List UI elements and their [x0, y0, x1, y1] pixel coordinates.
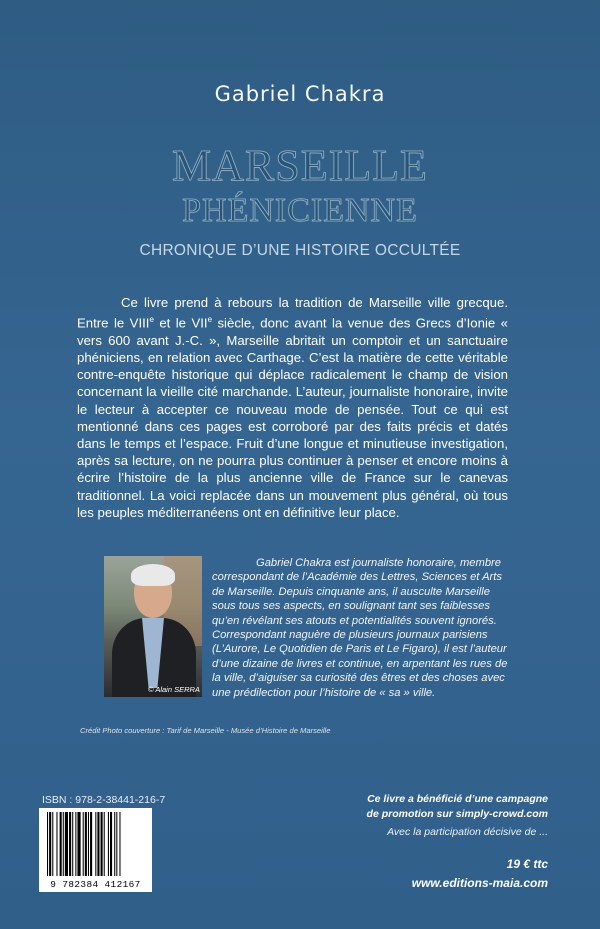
promo-line-2: de promotion sur simply-crowd.com — [366, 808, 548, 820]
blurb-text-1: Ce livre prend à rebours la tradition de Marseille ville grecque. Entre le VIII — [77, 295, 508, 331]
barcode-bars — [39, 808, 152, 878]
cover-photo-credit: Crédit Photo couverture : Tarif de Marseille - Musée d’Histoire de Marseille — [80, 726, 331, 735]
participation-text: Avec la participation décisive de ... — [387, 826, 548, 838]
title-line-2: PHÉNICIENNE — [182, 192, 418, 229]
promo-line-1: Ce livre a bénéficié d’une campagne — [367, 793, 548, 805]
barcode-digits: 9 782384 412167 — [50, 879, 141, 890]
blurb-sup-2: e — [207, 315, 213, 325]
blurb-text-3: siècle, donc avant la venue des Grecs d’Ionie « vers 600 avant J.-C. », Marseille abritait un comptoir et un sanctuaire phéniciens, en relation avec Carthage. C’est la matière de cette véritable contre-enquête historique qui déplace radicalement le champ de vision concernant la vieille cité marchande. L’auteur, journaliste honoraire, invite le lecteur à accepter ce nouveau mode de pensée. Tout ce qui est mentionné dans ces pages est corroboré par des faits précis et datés dans le temps et l’espace. Fruit d’une longue et minutieuse investigation, après sa lecture, on ne pourra plus continuer à penser et encore moins à écrire l’histoire de la plus ancienne ville de France sur le canevas traditionnel. La voici replacée dans un mouvement plus général, où tous les peuples méditerranéens ont en définitive leur place. — [77, 315, 508, 520]
author-bio: Gabriel Chakra est journaliste honoraire, membre correspondant de l’Académie des Lettres, Sciences et Arts de Marseille. Depuis cinquante ans, il ausculte Marseille sous tous ses aspects, en soulignant tant ses faiblesses qu’en révélant ses atouts et potentialités souvent ignorés. Correspondant naguère de plusieurs journaux parisiens (L’Aurore, Le Quotidien de Paris et Le Figaro), il est l’auteur d’une dizaine de livres et continue, en arpentant les rues de la ville, d’aiguiser sa curiosité des êtres et des choses avec une prédilection pour l’histoire de « sa » ville. — [212, 557, 508, 699]
subtitle: CHRONIQUE D’UNE HISTOIRE OCCULTÉE — [139, 242, 461, 259]
isbn-label: ISBN : 978-2-38441-216-7 — [42, 794, 166, 806]
photo-credit: © Alain SERRA — [148, 685, 200, 694]
promo-text — [367, 792, 548, 822]
blurb-text-2: et le VII — [153, 315, 208, 331]
barcode — [39, 808, 152, 892]
publisher-website: www.editions-maia.com — [411, 876, 548, 890]
author-photo — [104, 556, 202, 697]
back-cover-blurb — [77, 294, 508, 521]
blurb-sup-1: e — [149, 315, 154, 325]
author-name: Gabriel Chakra — [214, 82, 386, 106]
title-line-1: MARSEILLE — [172, 141, 428, 190]
price: 19 € ttc — [506, 857, 548, 871]
